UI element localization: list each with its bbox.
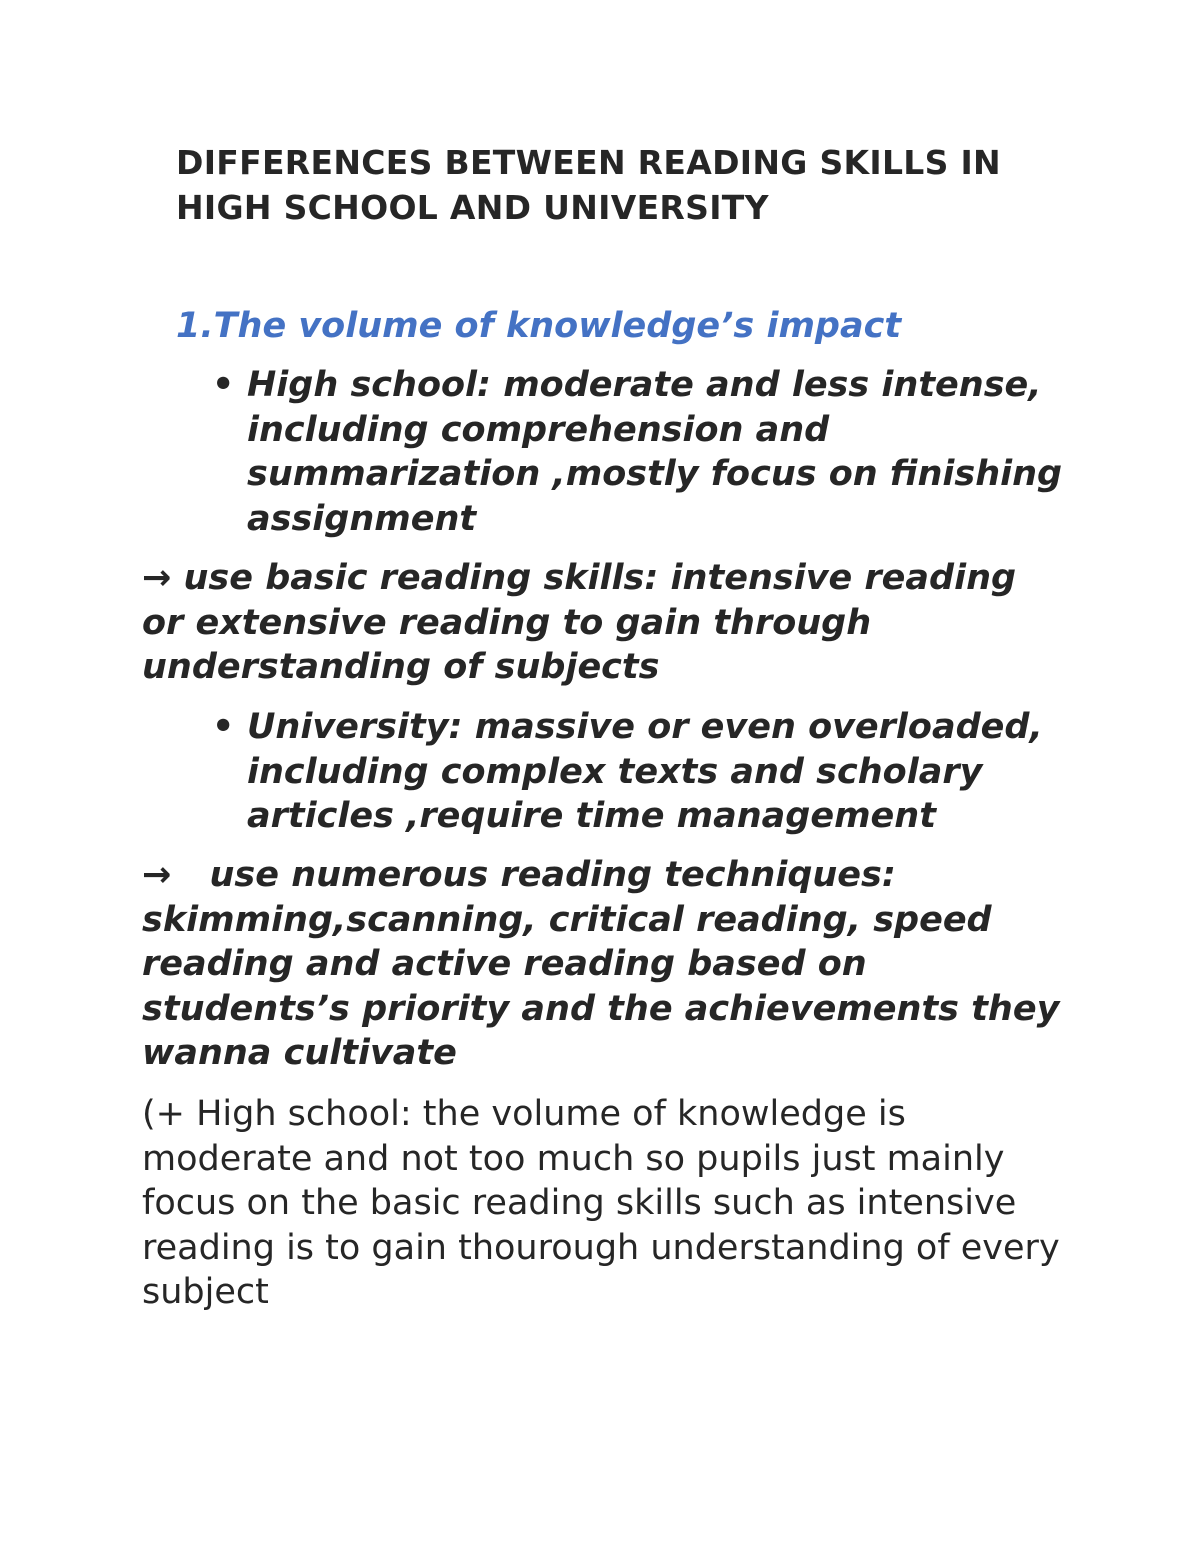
arrow-paragraph-high-school [142, 556, 1062, 690]
bullet-icon: • [212, 707, 235, 747]
arrow-icon: → [142, 558, 172, 598]
arrow-text-high-school: use basic reading skills: intensive reading or extensive reading to gain through understanding of subjects [142, 558, 1017, 687]
arrow-icon: → [142, 855, 172, 895]
bullet-text-university: University: massive or even overloaded, including complex texts and scholary articles ,require time management [247, 707, 1043, 836]
bullet-icon: • [212, 365, 235, 405]
bullet-item-high-school [212, 363, 1092, 541]
note-paragraph-high-school: (+ High school: the volume of knowledge is moderate and not too much so pupils just mainly focus on the basic reading skills such as intensive reading is to gain thourough understanding of every subject [142, 1094, 1060, 1312]
bullet-item-university [212, 705, 1092, 839]
bullet-text-high-school: High school: moderate and less intense, including comprehension and summarization ,mostly focus on finishing assignment [247, 365, 1063, 539]
arrow-paragraph-university [142, 853, 1062, 1076]
section-heading: 1.The volume of knowledge’s impact [176, 306, 902, 346]
document-title: DIFFERENCES BETWEEN READING SKILLS IN HIGH SCHOOL AND UNIVERSITY [176, 143, 1001, 227]
arrow-text-university: use numerous reading techniques: skimming,scanning, critical reading, speed reading and active reading based on students’s priority and the achievements they wanna cultivate [142, 855, 1060, 1073]
